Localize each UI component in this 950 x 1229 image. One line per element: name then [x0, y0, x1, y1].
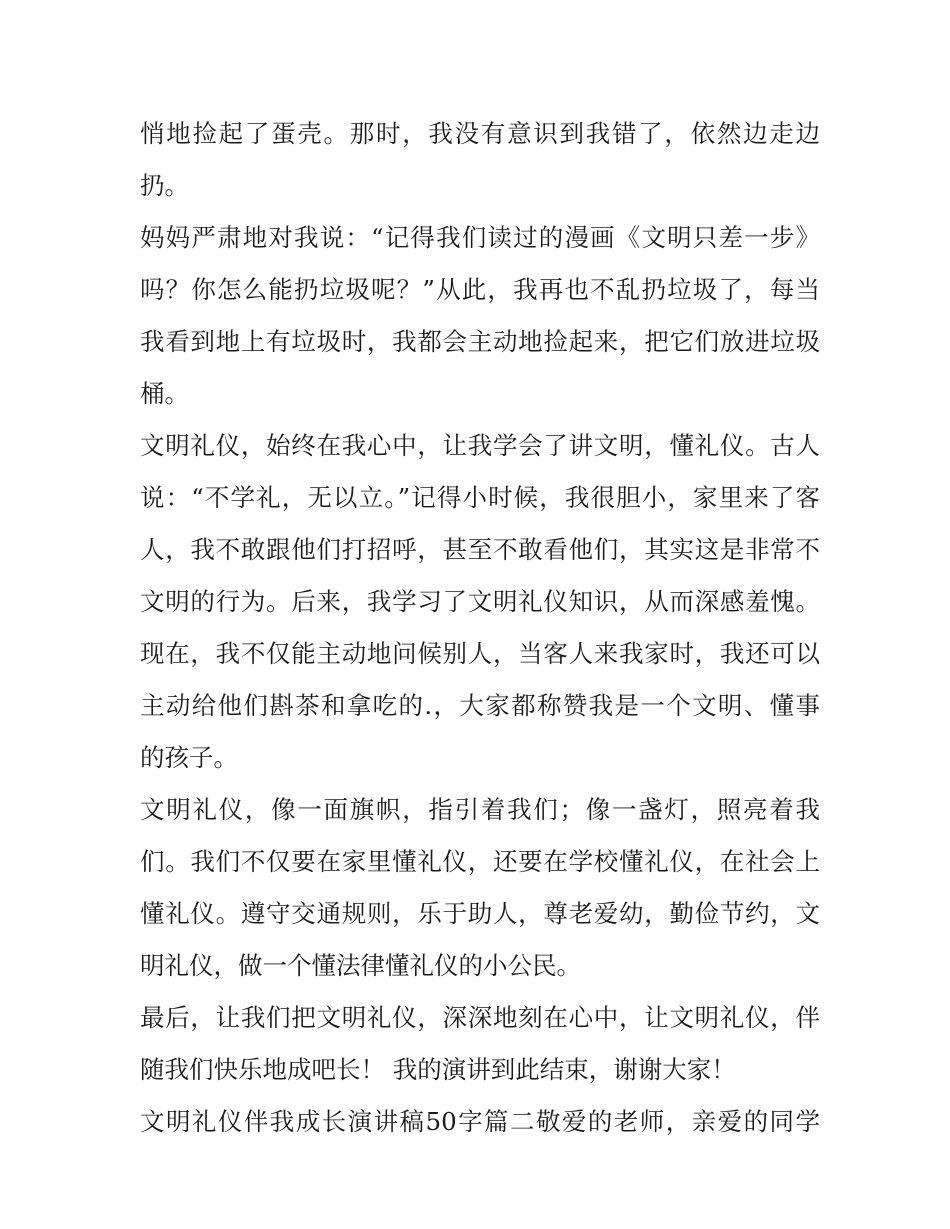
text-line: 人，我不敢跟他们打招呼，甚至不敢看他们，其实这是非常不: [140, 535, 820, 564]
text-line: 桶。: [140, 379, 189, 408]
text-line: 文明礼仪，始终在我心中，让我学会了讲文明，懂礼仪。古人: [140, 431, 820, 460]
text-line: 悄地捡起了蛋壳。那时，我没有意识到我错了，依然边走边: [140, 119, 820, 148]
text-line: 妈妈严肃地对我说：“记得我们读过的漫画《文明只差一步》: [140, 223, 820, 252]
text-line: 现在，我不仅能主动地问候别人，当客人来我家时，我还可以: [140, 639, 820, 668]
text-line: 们。我们不仅要在家里懂礼仪，还要在学校懂礼仪，在社会上: [140, 847, 820, 876]
speech-text-block: [140, 108, 820, 1148]
text-line: 文明礼仪伴我成长演讲稿50字篇二敬爱的老师，亲爱的同学: [140, 1107, 820, 1136]
text-line: 我看到地上有垃圾时，我都会主动地捡起来，把它们放进垃圾: [140, 327, 820, 356]
text-line: 最后，让我们把文明礼仪，深深地刻在心中，让文明礼仪，伴: [140, 1003, 820, 1032]
text-line: 懂礼仪。遵守交通规则，乐于助人，尊老爱幼，勤俭节约，文: [140, 899, 820, 928]
text-line: 文明的行为。后来，我学习了文明礼仪知识，从而深感羞愧。: [140, 587, 820, 616]
text-line: 说：“不学礼，无以立。”记得小时候，我很胆小，家里来了客: [140, 483, 820, 512]
text-line: 主动给他们斟茶和拿吃的.，大家都称赞我是一个文明、懂事: [140, 691, 820, 720]
text-line: 吗？你怎么能扔垃圾呢？”从此，我再也不乱扔垃圾了，每当: [140, 275, 820, 304]
text-line: 文明礼仪，像一面旗帜，指引着我们；像一盏灯，照亮着我: [140, 795, 820, 824]
text-line: 随我们快乐地成吧长！ 我的演讲到此结束，谢谢大家！: [140, 1055, 736, 1084]
text-line: 扔。: [140, 171, 189, 200]
text-line: 的孩子。: [140, 743, 238, 772]
text-line: 明礼仪，做一个懂法律懂礼仪的小公民。: [140, 951, 581, 980]
